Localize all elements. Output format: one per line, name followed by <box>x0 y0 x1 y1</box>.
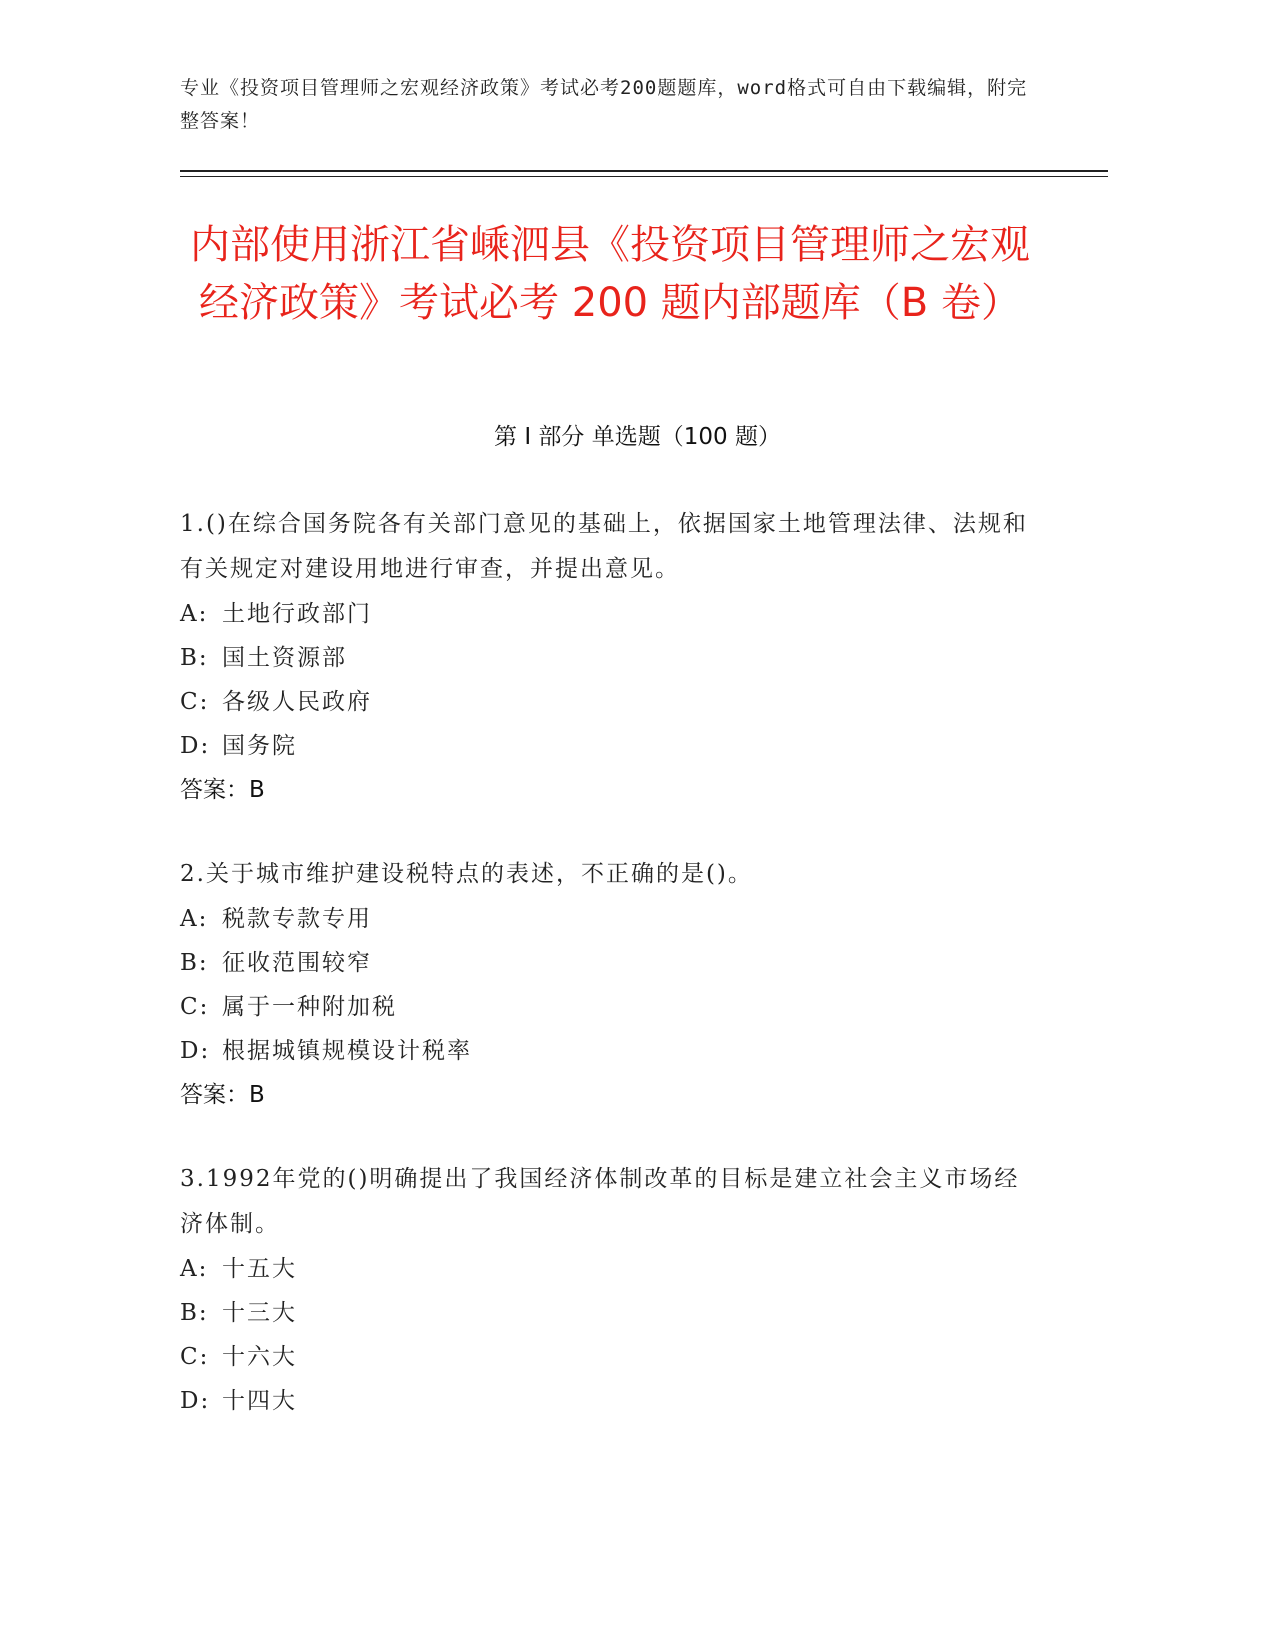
question-stem: 1.()在综合国务院各有关部门意见的基础上，依据国家土地管理法律、法规和有关规定对建设用地进行审查，并提出意见。 <box>180 511 1028 582</box>
question-stem: 3.1992年党的()明确提出了我国经济体制改革的目标是建立社会主义市场经济体制。 <box>180 1166 1020 1237</box>
option-label: C: <box>180 689 210 715</box>
option-b <box>180 941 1040 985</box>
section-heading: 第 I 部分 单选题（100 题） <box>494 424 781 450</box>
option-label: C: <box>180 994 210 1020</box>
answer: 答案：B <box>180 1082 265 1108</box>
option-label: A: <box>180 1256 209 1282</box>
question-3 <box>180 1157 1040 1423</box>
option-text: 十四大 <box>222 1388 297 1414</box>
option-label: D: <box>180 1388 211 1414</box>
option-text: 土地行政部门 <box>222 601 372 627</box>
answer: 答案：B <box>180 777 265 803</box>
option-b <box>180 636 1040 680</box>
option-c <box>180 680 1040 724</box>
option-a <box>180 1247 1040 1291</box>
option-text: 征收范围较窄 <box>222 950 372 976</box>
option-label: A: <box>180 601 209 627</box>
header-divider-thick <box>180 170 1108 172</box>
option-text: 十五大 <box>222 1256 297 1282</box>
question-1 <box>180 502 1040 812</box>
option-c <box>180 1335 1040 1379</box>
option-label: B: <box>180 950 209 976</box>
question-stem: 2.关于城市维护建设税特点的表述，不正确的是()。 <box>180 861 753 887</box>
option-text: 十三大 <box>222 1300 297 1326</box>
option-label: A: <box>180 906 209 932</box>
option-text: 税款专款专用 <box>222 906 372 932</box>
option-a <box>180 897 1040 941</box>
option-c <box>180 985 1040 1029</box>
header-divider-thin <box>180 176 1108 177</box>
option-a <box>180 592 1040 636</box>
option-d <box>180 724 1040 768</box>
option-d <box>180 1029 1040 1073</box>
option-label: D: <box>180 1038 211 1064</box>
option-text: 国土资源部 <box>222 645 347 671</box>
option-label: C: <box>180 1344 210 1370</box>
option-label: B: <box>180 1300 209 1326</box>
option-text: 各级人民政府 <box>222 689 372 715</box>
option-label: D: <box>180 733 211 759</box>
option-d <box>180 1379 1040 1423</box>
option-label: B: <box>180 645 209 671</box>
option-b <box>180 1291 1040 1335</box>
question-2 <box>180 852 1040 1117</box>
option-text: 国务院 <box>222 733 297 759</box>
document-title: 内部使用浙江省嵊泗县《投资项目管理师之宏观经济政策》考试必考 200 题内部题库（B 卷） <box>190 222 1030 326</box>
option-text: 十六大 <box>222 1344 297 1370</box>
option-text: 根据城镇规模设计税率 <box>222 1038 472 1064</box>
option-text: 属于一种附加税 <box>222 994 397 1020</box>
header-note: 专业《投资项目管理师之宏观经济政策》考试必考200题题库，word格式可自由下载编辑，附完整答案！ <box>180 77 1028 132</box>
